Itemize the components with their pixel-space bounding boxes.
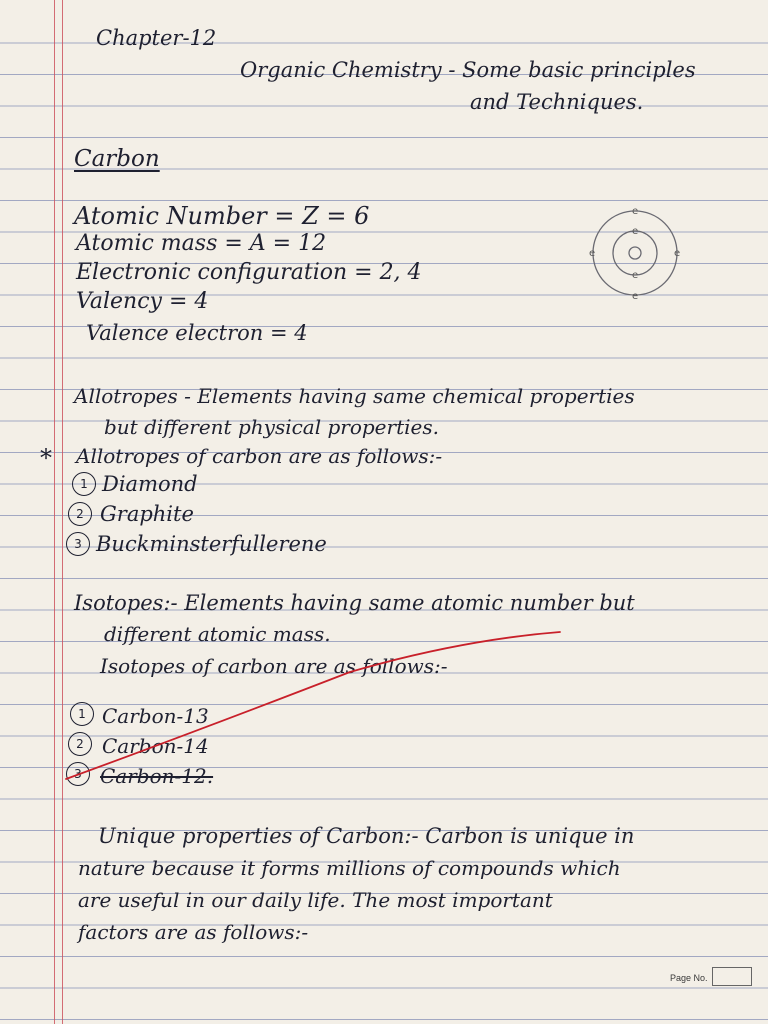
isotope-item: Carbon-12. xyxy=(100,764,214,788)
unique-properties-line: are useful in our daily life. The most important xyxy=(78,888,553,912)
electron-label: e xyxy=(632,291,639,302)
atom-inner-shell xyxy=(613,231,657,275)
list-number: 1 xyxy=(72,472,96,496)
isotopes-definition: Isotopes:- Elements having same atomic number but xyxy=(74,591,635,615)
fact-valency: Valency = 4 xyxy=(76,289,209,314)
allotropes-list-heading: Allotropes of carbon are as follows:- xyxy=(76,444,443,468)
page-no-label: Page No. xyxy=(670,973,708,983)
atom-nucleus xyxy=(629,247,641,259)
list-number: 2 xyxy=(68,732,92,756)
star-mark: * xyxy=(40,444,52,472)
page-no-box xyxy=(712,967,752,986)
fact-atomic-mass: Atomic mass = A = 12 xyxy=(76,231,327,256)
unique-properties-line: factors are as follows:- xyxy=(78,920,309,944)
list-number: 3 xyxy=(66,532,90,556)
page-title-cont: and Techniques. xyxy=(470,90,644,114)
carbon-atom-diagram xyxy=(580,198,690,308)
atom-outer-shell xyxy=(593,211,677,295)
electron-label: e xyxy=(632,206,639,217)
allotropes-definition-cont: but different physical properties. xyxy=(104,415,439,439)
unique-properties-line: Unique properties of Carbon:- Carbon is unique in xyxy=(98,824,635,848)
allotrope-item: Diamond xyxy=(102,472,198,496)
list-number: 3 xyxy=(66,762,90,786)
list-number: 1 xyxy=(70,702,94,726)
isotope-item: Carbon-14 xyxy=(102,734,209,758)
margin-line xyxy=(54,0,55,1024)
allotrope-item: Buckminsterfullerene xyxy=(96,532,327,556)
electron-label: e xyxy=(674,248,681,259)
isotopes-list-heading: Isotopes of carbon are as follows:- xyxy=(100,654,448,678)
page-title: Organic Chemistry - Some basic principles xyxy=(240,58,696,82)
list-number: 2 xyxy=(68,502,92,526)
fact-valence-electron: Valence electron = 4 xyxy=(86,321,308,345)
chapter-label: Chapter-12 xyxy=(96,26,217,50)
isotope-item: Carbon-13 xyxy=(102,704,209,728)
margin-line xyxy=(62,0,63,1024)
unique-properties-line: nature because it forms millions of compounds which xyxy=(78,856,621,880)
fact-atomic-number: Atomic Number = Z = 6 xyxy=(74,202,370,230)
electron-label: e xyxy=(589,248,596,259)
allotrope-item: Graphite xyxy=(100,502,194,526)
isotopes-definition-cont: different atomic mass. xyxy=(104,622,331,646)
allotropes-definition: Allotropes - Elements having same chemical properties xyxy=(74,384,635,408)
fact-electronic-configuration: Electronic configuration = 2, 4 xyxy=(76,260,422,285)
electron-label: e xyxy=(632,226,639,237)
electron-label: e xyxy=(632,270,639,281)
section-heading: Carbon xyxy=(74,146,160,172)
